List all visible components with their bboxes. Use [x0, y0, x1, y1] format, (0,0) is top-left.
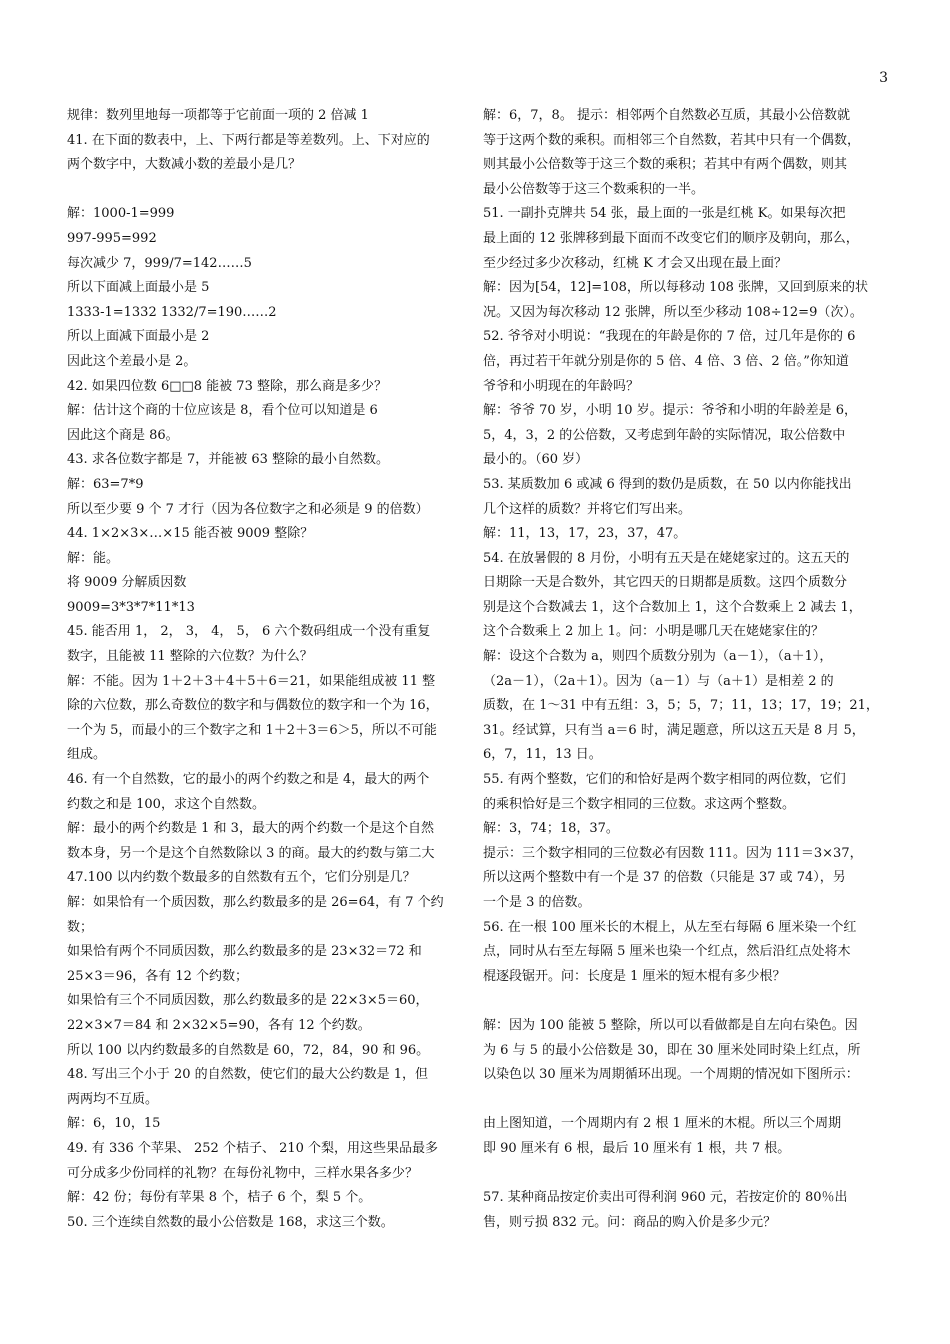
text-line: 解：爷爷 70 岁，小明 10 岁。提示：爷爷和小明的年龄差是 6，	[483, 403, 858, 419]
text-line: 两个数字中，大数减小数的差最小是几？	[67, 157, 302, 173]
text-line: 解：63=7*9	[67, 476, 144, 492]
text-line: 因此这个差最小是 2。	[67, 353, 197, 369]
text-line: 6，7，11，13 日。	[483, 747, 602, 763]
text-line: 解：设这个合数为 a，则四个质数分别为（a－1），（a＋1），	[483, 649, 833, 665]
text-line: 售，则亏损 832 元。问：商品的购入价是多少元？	[483, 1214, 777, 1230]
text-line: 54. 在放暑假的 8 月份，小明有五天是在姥姥家过的。这五天的	[483, 550, 850, 566]
text-line: 55. 有两个整数，它们的和恰好是两个数字相同的两位数，它们	[483, 772, 846, 788]
text-line: 可分成多少份同样的礼物？在每份礼物中，三样水果各多少？	[67, 1165, 419, 1181]
text-line: 数本身，另一个是这个自然数除以 3 的商。最大的约数与第二大	[67, 845, 435, 861]
text-line: 42. 如果四位数 6□□8 能被 73 整除，那么商是多少？	[67, 378, 387, 394]
text-line: 解：不能。因为 1＋2＋3＋4＋5＋6＝21，如果能组成被 11 整	[67, 673, 436, 689]
text-line: 57. 某种商品按定价卖出可得利润 960 元，若按定价的 80％出	[483, 1190, 848, 1206]
text-line: 45. 能否用 1， 2， 3， 4， 5， 6 六个数码组成一个没有重复	[67, 624, 431, 640]
text-line: 一个为 5，而最小的三个数字之和 1＋2＋3＝6＞5，所以不可能	[67, 722, 437, 738]
text-line: 51. 一副扑克牌共 54 张，最上面的一张是红桃 K。如果每次把	[483, 206, 846, 222]
text-line: 所以上面减下面最小是 2	[67, 329, 210, 345]
text-line: 规律：数列里地每一项都等于它前面一项的 2 倍减 1	[67, 108, 369, 123]
text-line: 25×3＝96，各有 12 个约数；	[67, 968, 249, 984]
text-line: 解：6，10，15	[67, 1116, 161, 1132]
text-line: 最小公倍数等于这三个数乘积的一半。	[483, 181, 705, 197]
text-line: 解：如果恰有一个质因数，那么约数最多的是 26=64，有 7 个约	[67, 895, 444, 910]
text-line: 的乘积恰好是三个数字相同的三位数。求这两个整数。	[483, 796, 796, 812]
text-line: 43. 求各位数字都是 7，并能被 63 整除的最小自然数。	[67, 452, 390, 468]
text-line: 52. 爷爷对小明说：“我现在的年龄是你的 7 倍，过几年是你的 6	[483, 329, 856, 345]
text-line: 数；	[67, 919, 94, 935]
text-line: 所以 100 以内约数最多的自然数是 60，72，84，90 和 96。	[67, 1042, 430, 1058]
text-line: 至少经过多少次移动，红桃 K 才会又出现在最上面？	[483, 255, 787, 271]
left-text-column	[67, 104, 469, 1235]
text-line: 几个这样的质数？并将它们写出来。	[483, 501, 692, 517]
text-line: 41. 在下面的数表中，上、下两行都是等差数列。上、下对应的	[67, 132, 430, 148]
text-line: 将 9009 分解质因数	[67, 575, 187, 591]
text-line: 解：最小的两个约数是 1 和 3，最大的两个约数一个是这个自然	[67, 821, 434, 837]
text-line: 以染色以 30 厘米为周期循环出现。一个周期的情况如下图所示：	[483, 1067, 859, 1083]
text-line	[483, 989, 887, 1014]
text-line	[483, 1162, 887, 1187]
right-text-column	[483, 104, 887, 1235]
text-line: 所以这两个整数中有一个是 37 的倍数（只能是 37 或 74），另	[483, 870, 846, 886]
text-line: 解：因为[54，12]=108，所以每移动 108 张牌，又回到原来的状	[483, 280, 869, 296]
text-line: 解：能。	[67, 550, 120, 566]
text-line: 况。又因为每次移动 12 张牌，所以至少移动 108÷12=9（次）。	[483, 304, 863, 320]
text-line: 46. 有一个自然数，它的最小的两个约数之和是 4，最大的两个	[67, 772, 430, 788]
text-line: 22×3×7＝84 和 2×32×5=90，各有 12 个约数。	[67, 1017, 371, 1033]
text-line: 5，4，3，2 的公倍数，又考虑到年龄的实际情况，取公倍数中	[483, 427, 846, 443]
text-line: 53. 某质数加 6 或减 6 得到的数仍是质数，在 50 以内你能找出	[483, 476, 852, 492]
text-line: 组成。	[67, 747, 107, 763]
text-line: 1333-1=1332 1332/7=190……2	[67, 304, 277, 320]
text-line: 解：1000-1=999	[67, 206, 175, 222]
text-line: 棍逐段锯开。问：长度是 1 厘米的短木棍有多少根？	[483, 968, 786, 984]
page-number: 3	[879, 70, 888, 86]
text-line: 如果恰有三个不同质因数，那么约数最多的是 22×3×5＝60，	[67, 993, 429, 1009]
text-line: 所以至少要 9 个 7 才行（因为各位数字之和必须是 9 的倍数）	[67, 501, 429, 517]
text-line: 即 90 厘米有 6 根，最后 10 厘米有 1 根，共 7 根。	[483, 1140, 791, 1156]
text-line: 解：42 份；每份有苹果 8 个，桔子 6 个，梨 5 个。	[67, 1190, 372, 1206]
text-line: 日期除一天是合数外，其它四天的日期都是质数。这四个质数分	[483, 575, 848, 591]
text-line: 倍，再过若干年就分别是你的 5 倍、4 倍、3 倍、2 倍。”你知道	[483, 353, 849, 369]
text-line: 两两均不互质。	[67, 1091, 159, 1107]
text-line: 56. 在一根 100 厘米长的木棍上，从左至右每隔 6 厘米染一个红	[483, 919, 857, 935]
text-line: 解：6，7，8。 提示：相邻两个自然数必互质，其最小公倍数就	[483, 108, 850, 123]
text-line: 除的六位数，那么奇数位的数字和与偶数位的数字和一个为 16，	[67, 698, 439, 714]
text-line: 47.100 以内约数个数最多的自然数有五个，它们分别是几？	[67, 870, 416, 886]
text-line: 别是这个合数减去 1，这个合数加上 1，这个合数乘上 2 减去 1，	[483, 599, 862, 615]
text-line: 解：估计这个商的十位应该是 8，看个位可以知道是 6	[67, 403, 378, 419]
text-line: 每次减少 7，999/7=142……5	[67, 255, 252, 271]
text-line: 为 6 与 5 的最小公倍数是 30，即在 30 厘米处同时染上红点，所	[483, 1042, 861, 1058]
text-line: 31。经试算，只有当 a＝6 时，满足题意，所以这五天是 8 月 5，	[483, 722, 865, 738]
text-line: 9009=3*3*7*11*13	[67, 599, 195, 615]
text-line: （2a－1），（2a＋1）。因为（a－1）与（a＋1）是相差 2 的	[483, 673, 834, 689]
text-line: 一个是 3 的倍数。	[483, 895, 591, 910]
text-line	[483, 1088, 887, 1113]
text-line: 等于这两个数的乘积。而相邻三个自然数，若其中只有一个偶数，	[483, 132, 861, 148]
text-line: 爷爷和小明现在的年龄吗？	[483, 378, 640, 394]
text-line: 44. 1×2×3×…×15 能否被 9009 整除？	[67, 526, 314, 542]
text-line: 48. 写出三个小于 20 的自然数，使它们的最大公约数是 1，但	[67, 1067, 429, 1083]
text-line: 则其最小公倍数等于这三个数的乘积；若其中有两个偶数，则其	[483, 157, 848, 173]
text-line: 解：因为 100 能被 5 整除，所以可以看做都是自左向右染色。因	[483, 1017, 858, 1033]
text-line: 49. 有 336 个苹果、 252 个桔子、 210 个梨，用这些果品最多	[67, 1140, 439, 1156]
text-line: 所以下面减上面最小是 5	[67, 280, 210, 296]
text-line: 解：11，13，17，23，37，47。	[483, 526, 687, 542]
text-line: 最上面的 12 张牌移到最下面而不改变它们的顺序及朝向，那么，	[483, 230, 859, 246]
text-line: 50. 三个连续自然数的最小公倍数是 168，求这三个数。	[67, 1214, 394, 1230]
text-line: 如果恰有两个不同质因数，那么约数最多的是 23×32＝72 和	[67, 944, 422, 960]
text-line: 由上图知道，一个周期内有 2 根 1 厘米的木棍。所以三个周期	[483, 1116, 842, 1132]
text-line: 解：3，74；18，37。	[483, 821, 619, 837]
text-line	[67, 178, 469, 203]
text-line: 质数，在 1～31 中有五组：3，5；5，7；11，13；17，19；21，	[483, 698, 879, 714]
text-line: 997-995=992	[67, 230, 157, 246]
text-line: 点，同时从右至左每隔 5 厘米也染一个红点，然后沿红点处将木	[483, 944, 851, 960]
text-line: 这个合数乘上 2 加上 1。问：小明是哪几天在姥姥家住的？	[483, 624, 824, 640]
text-line: 提示：三个数字相同的三位数必有因数 111。因为 111＝3×37，	[483, 845, 863, 861]
text-line: 因此这个商是 86。	[67, 427, 179, 443]
text-line: 最小的。（60 岁）	[483, 452, 589, 468]
text-line: 约数之和是 100，求这个自然数。	[67, 796, 265, 812]
text-line: 数字，且能被 11 整除的六位数？为什么？	[67, 649, 313, 665]
